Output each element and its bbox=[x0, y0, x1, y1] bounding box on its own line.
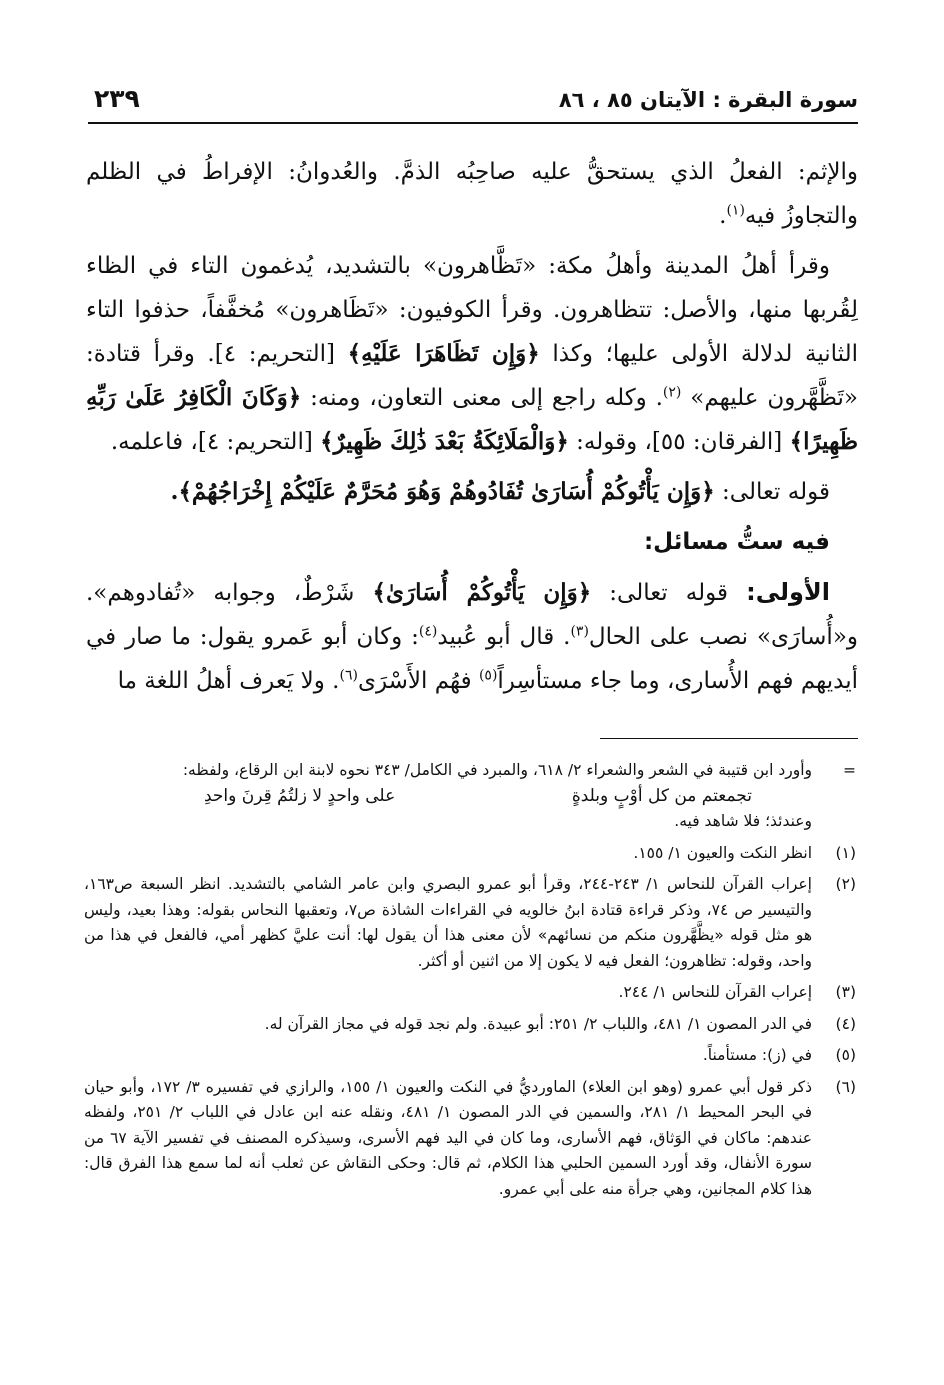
footnote-number: = bbox=[843, 761, 856, 779]
p1-end: . bbox=[719, 203, 727, 229]
p5-text-a: قوله تعالى: bbox=[609, 580, 729, 606]
p2-text-b: [التحريم: ٤]. وقرأ قتادة: «تَظَّهَّرون عليهم» bbox=[86, 341, 858, 411]
footnote-number: (٢) bbox=[835, 875, 856, 893]
footnotes bbox=[84, 758, 856, 1208]
footnote-text: ذكر قول أبي عمرو (وهو ابن العلاء) الماورديُّ في النكت والعيون ١/ ١٥٥، والرازي في تفسيره ٣/ ١٧٢، وأبو حيان في البحر المحيط ١/ ٢٨١، والسمين في الدر المصون ١/ ٤٨١، ونقله عنه ابن عادل في اللباب ٢/ ٢٥١، ولفظه عندهم: ماكان في الوَثاق، فهم الأسارى، وما كان في اليد فهم الأسرى، وسيذكره المصنف في تفسير الآية ٦٧ من سورة الأنفال، وقد أورد السمين الحلبي هذا الكلام، ثم قال: وحكى النقاش عن ثعلب أنه لما سمع هذا الفرق قال: هذا كلام المجانين، وهي جرأة منه على أبي عمرو. bbox=[84, 1077, 812, 1198]
main-text bbox=[86, 150, 858, 709]
p2-text-d: [الفرقان: ٥٥]، وقوله: bbox=[576, 429, 783, 455]
footnote-ref-5: (٥) bbox=[478, 667, 498, 684]
footnote-continuation bbox=[84, 758, 856, 835]
footnote bbox=[84, 980, 856, 1006]
paragraph-1 bbox=[86, 150, 858, 238]
footnote-text: في (ز): مستأمناً. bbox=[702, 1046, 812, 1064]
footnote-number: (١) bbox=[835, 843, 856, 862]
footnote-text: انظر النكت والعيون ١/ ١٥٥. bbox=[633, 843, 812, 862]
footnote bbox=[84, 1012, 856, 1038]
footnote-ref-2: (٢) bbox=[662, 384, 682, 401]
paragraph-3 bbox=[86, 470, 858, 514]
footnote-ref-3: (٣) bbox=[570, 623, 589, 640]
footnote-number: (٤) bbox=[835, 1014, 856, 1033]
running-header bbox=[88, 84, 858, 124]
footnote-text: في الدر المصون ١/ ٤٨١، واللباب ٢/ ٢٥١: أبو عبيدة. ولم نجد قوله في مجاز القرآن له. bbox=[264, 1014, 812, 1033]
p5-text-d: : وكان أبو عَمرو يقول: ما صار في أيديهم فهم الأُسارى، وما جاء مستأسِراً bbox=[86, 624, 858, 694]
p2-text-a: وقرأ أهلُ المدينة وأهلُ مكة: «تَظَّاهرون» بالتشديد، يُدغمون التاء في الظاء لِقُربها منها، والأصل: تتظاهرون. وقرأ الكوفيون: «تَظَاهرون» مُخفَّفاً، حذفوا التاء الثانية لدلالة الأولى عليها؛ وكذا bbox=[86, 253, 859, 367]
poetry-verse bbox=[84, 784, 812, 810]
header-title: سورة البقرة : الآيتان ٨٥ ، ٨٦ bbox=[558, 88, 858, 112]
footnote-number: (٥) bbox=[835, 1046, 856, 1064]
quran-quote-2: ﴿وَكَانَ الْكَافِرُ عَلَىٰ رَبِّهِ ظَهِيرًا﴾ bbox=[86, 384, 858, 455]
footnote-text: وأورد ابن قتيبة في الشعر والشعراء ٢/ ٦١٨، والمبرد في الكامل/ ٣٤٣ نحوه لابنة ابن الرقاع، ولفظه: bbox=[182, 761, 812, 779]
footnote-text: إعراب القرآن للنحاس ١/ ٢٤٣-٢٤٤، وقرأ أبو عمرو البصري وابن عامر الشامي بالتشديد. انظر السبعة ص١٦٣، والتيسير ص ٧٤، وذكر قراءة قتادة ابنُ خالويه في القراءات الشاذة ص٧، وتعقبها النحاس بقوله: وهذا بعيد، وليس هو مثل قوله «يظَّهَّرون منكم من نسائهم» لأن معنى هذا أن يقول لها: أنت عليَّ كظهر أمي، فالفعل في هذا من واحد، وقوله: تظاهرون؛ الفعل فيه لا يكون إلا من اثنين أو أكثر. bbox=[84, 875, 812, 970]
quran-quote-5: ﴿وَإِن يَأْتُوكُمْ أُسَارَىٰ﴾ bbox=[372, 579, 592, 606]
quran-quote-1: ﴿وَإِن تَظَاهَرَا عَلَيْهِ﴾ bbox=[347, 340, 540, 367]
footnote bbox=[84, 1075, 856, 1203]
p5-text-c: . قال أبو عُبيد bbox=[437, 624, 571, 650]
p5-text-f: . ولا يَعرف أهلُ اللغة ما bbox=[117, 668, 340, 694]
paragraph-2 bbox=[86, 244, 858, 464]
footnote-ref-6: (٦) bbox=[339, 667, 358, 684]
footnote bbox=[84, 841, 856, 867]
verse-second-hemistich: على واحدٍ لا زلتُمُ قِرنَ واحدِ bbox=[204, 785, 396, 806]
quran-quote-3: ﴿وَالْمَلَائِكَةُ بَعْدَ ذَٰلِكَ ظَهِيرٌ﴾ bbox=[320, 428, 569, 455]
quran-quote-4: ﴿وَإِن يَأْتُوكُمْ أُسَارَىٰ تُفَادُوهُمْ وَهُوَ مُحَرَّمٌ عَلَيْكُمْ إِخْرَاجُهُمْ﴾. bbox=[170, 478, 715, 505]
p5-text-e: فهُم الأَسْرَى bbox=[357, 668, 479, 694]
footnote-number: (٦) bbox=[835, 1077, 856, 1096]
page-number: ٢٣٩ bbox=[94, 84, 140, 113]
p3-text: قوله تعالى: bbox=[722, 479, 830, 505]
verse-first-hemistich: تجمعتم من كل أوْبٍ وبلدةٍ bbox=[571, 785, 752, 806]
footnote-divider bbox=[600, 738, 858, 739]
p1-text: والإثم: الفعلُ الذي يستحقُّ عليه صاحِبُه الذمَّ. والعُدوانُ: الإفراطُ في الظلم والتجاوزُ فيه bbox=[86, 159, 858, 229]
issue-heading: الأولى: bbox=[746, 578, 831, 606]
footnote bbox=[84, 872, 856, 974]
footnote-number: (٣) bbox=[835, 983, 856, 1001]
p5-text-b: شَرْطٌ، وجوابه «تُفادوهم». و«أُسارَى» نصب على الحال bbox=[86, 580, 858, 650]
p2-text-c: . وكله راجع إلى معنى التعاون، ومنه: bbox=[310, 385, 663, 411]
footnote-ref-1: (١) bbox=[726, 202, 745, 219]
p2-text-e: [التحريم: ٤]، فاعلمه. bbox=[110, 429, 313, 455]
footnote-text: إعراب القرآن للنحاس ١/ ٢٤٤. bbox=[618, 983, 812, 1001]
section-heading: فيه ستُّ مسائل: bbox=[643, 529, 830, 555]
footnote-text-end: وعندئذ؛ فلا شاهد فيه. bbox=[674, 812, 812, 830]
footnote bbox=[84, 1043, 856, 1069]
paragraph-5 bbox=[86, 570, 858, 703]
footnote-ref-4: (٤) bbox=[418, 623, 438, 640]
